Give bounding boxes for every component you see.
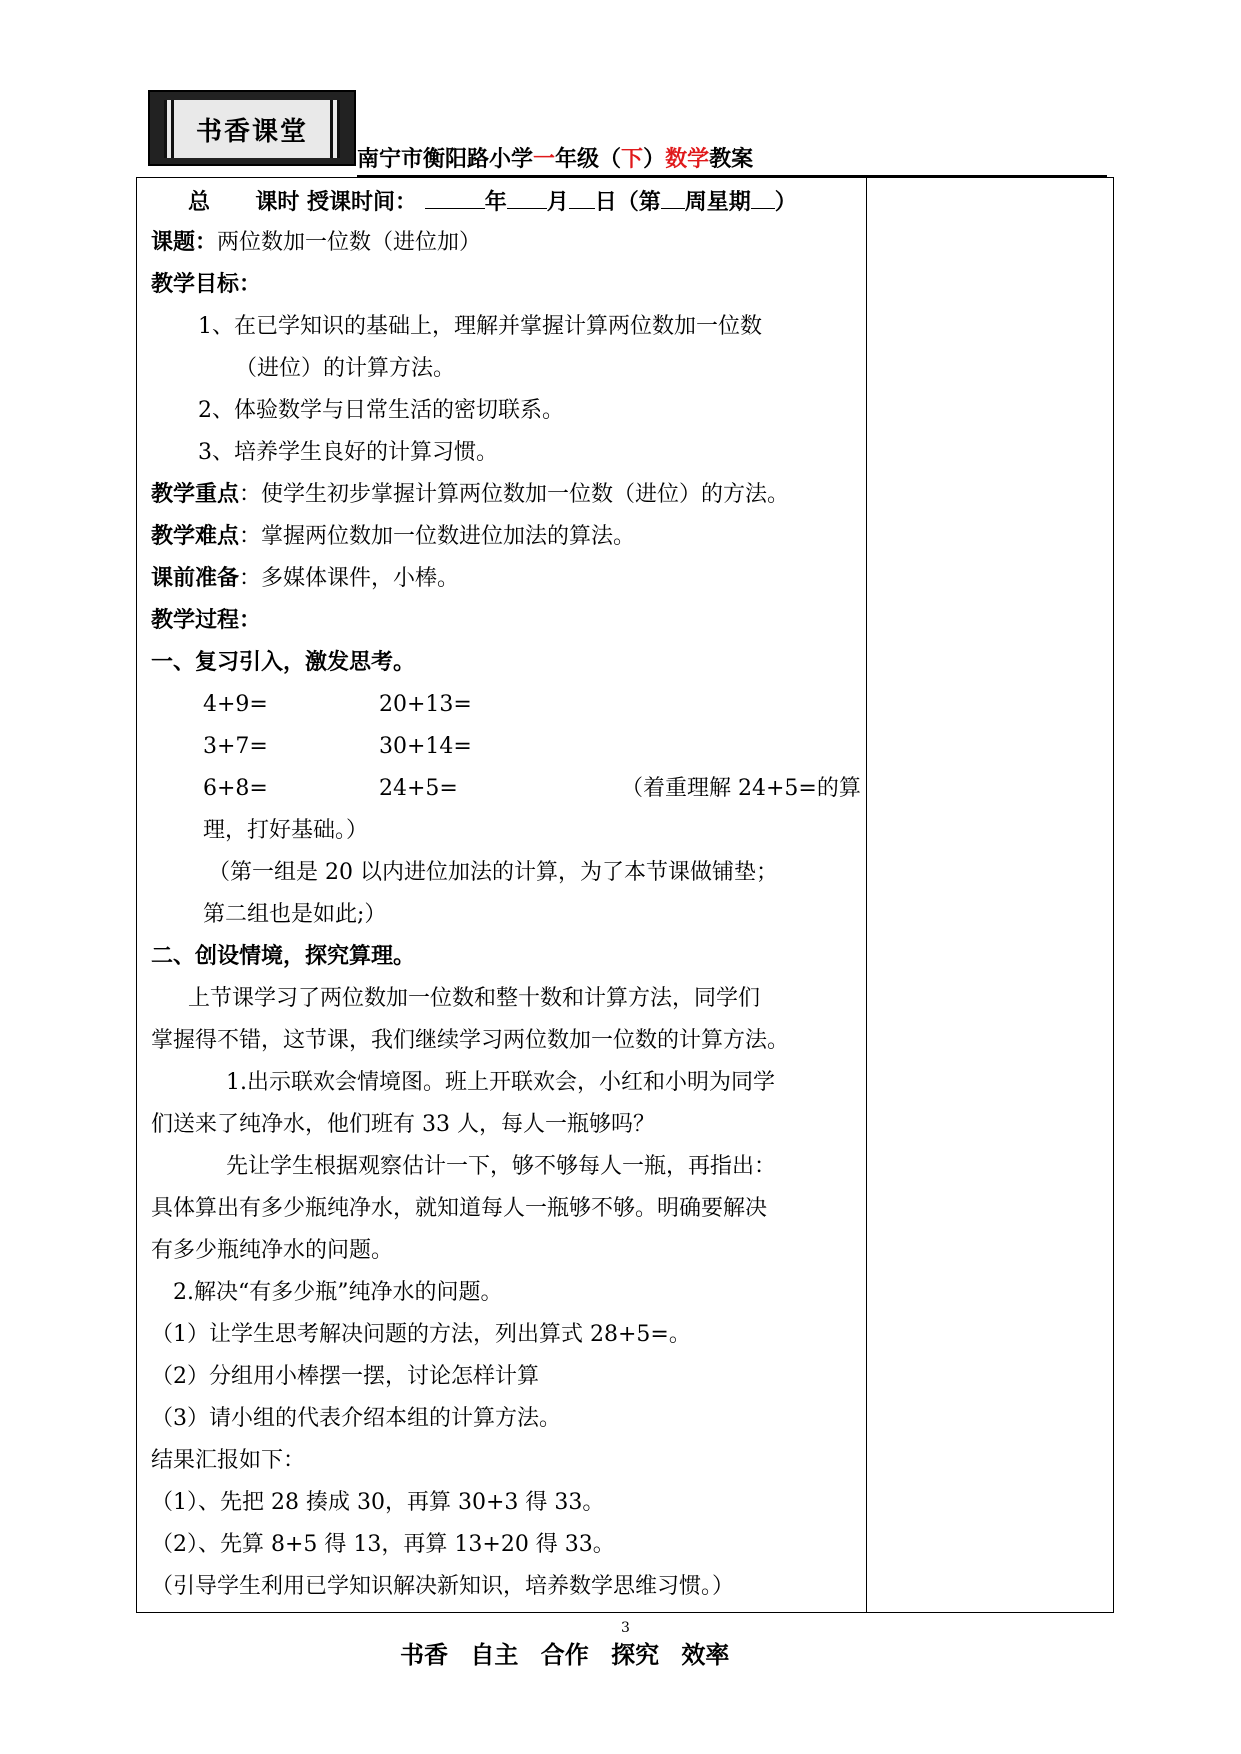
difficulty-text: ：掌握两位数加一位数进位加法的算法。 xyxy=(239,524,636,549)
equation-3a: 6+8= xyxy=(203,776,268,801)
time-label: 课时 授课时间： xyxy=(255,190,418,215)
section-2-heading: 二、创设情境，探究算理。 xyxy=(151,944,416,969)
section-1-heading: 一、复习引入，激发思考。 xyxy=(151,650,416,675)
equation-2a: 3+7= xyxy=(203,734,268,759)
paragraph-4: 2.解决“有多少瓶”纯净水的问题。 xyxy=(173,1280,503,1305)
step-3: （3）请小组的代表介绍本组的计算方法。 xyxy=(151,1406,561,1431)
title-grade: 年级（ xyxy=(555,147,622,172)
goals-heading: 教学目标： xyxy=(151,272,262,297)
difficulty-label: 教学难点 xyxy=(151,524,240,549)
result-1: （1）、先把 28 揍成 30，再算 30+3 得 33。 xyxy=(151,1490,605,1515)
difficulty-line xyxy=(151,522,635,552)
title-grade-number: 一 xyxy=(533,147,556,172)
topic-label: 课题： xyxy=(151,230,218,255)
year-label: 年 xyxy=(484,190,507,215)
year-blank xyxy=(425,186,485,209)
weekday-label: 周星期 xyxy=(684,190,751,215)
equation-1b: 20+13= xyxy=(379,692,472,717)
paragraph-3a: 先让学生根据观察估计一下，够不够每人一瓶，再指出： xyxy=(226,1154,777,1179)
goal-2: 2、体验数学与日常生活的密切联系。 xyxy=(198,398,564,423)
preparation-text: ：多媒体课件，小棒。 xyxy=(239,566,460,591)
week-blank xyxy=(661,186,685,209)
equation-note-cont: 理，打好基础。） xyxy=(203,818,369,843)
preparation-line xyxy=(151,564,459,594)
weekday-blank xyxy=(751,186,775,209)
title-paren: ） xyxy=(643,147,666,172)
column-divider xyxy=(866,178,867,1612)
logo-scroll xyxy=(164,100,340,158)
equation-2b: 30+14= xyxy=(379,734,472,759)
paragraph-1a: 上节课学习了两位数加一位数和整十数和计算方法，同学们 xyxy=(188,986,761,1011)
group-note-1: （第一组是 20 以内进位加法的计算，为了本节课做铺垫； xyxy=(208,860,778,885)
result-2: （2）、先算 8+5 得 13，再算 13+20 得 33。 xyxy=(151,1532,615,1557)
equation-note: （着重理解 24+5=的算 xyxy=(621,776,861,801)
paragraph-3c: 有多少瓶纯净水的问题。 xyxy=(151,1238,394,1263)
paragraph-1b: 掌握得不错，这节课，我们继续学习两位数加一位数的计算方法。 xyxy=(151,1028,790,1053)
title-subject: 数学 xyxy=(665,147,710,172)
close-paren: ） xyxy=(774,190,797,215)
preparation-label: 课前准备 xyxy=(151,566,240,591)
topic-line xyxy=(151,228,481,258)
process-heading: 教学过程： xyxy=(151,608,262,633)
key-point-text: ：使学生初步掌握计算两位数加一位数（进位）的方法。 xyxy=(239,482,790,507)
equation-3b: 24+5= xyxy=(379,776,458,801)
topic-text: 两位数加一位数（进位加） xyxy=(217,230,482,255)
title-doc-type: 教案 xyxy=(709,147,754,172)
step-2: （2）分组用小棒摆一摆，讨论怎样计算 xyxy=(151,1364,539,1389)
page-number: 3 xyxy=(621,1620,630,1636)
logo-text: 书香课堂 xyxy=(195,116,308,147)
total-label: 总 xyxy=(188,190,211,215)
paragraph-2b: 们送来了纯净水，他们班有 33 人，每人一瓶够吗？ xyxy=(151,1112,655,1137)
title-school: 南宁市衡阳路小学 xyxy=(357,147,534,172)
goal-1: 1、在已学知识的基础上，理解并掌握计算两位数加一位数 xyxy=(198,314,762,339)
result-heading: 结果汇报如下： xyxy=(151,1448,306,1473)
lesson-table xyxy=(136,177,1114,1613)
group-note-2: 第二组也是如此;） xyxy=(203,902,387,927)
paragraph-2a: 1.出示联欢会情境图。班上开联欢会，小红和小明为同学 xyxy=(226,1070,775,1095)
month-blank xyxy=(507,186,547,209)
key-point-line xyxy=(151,480,789,510)
paragraph-3b: 具体算出有多少瓶纯净水，就知道每人一瓶够不够。明确要解决 xyxy=(151,1196,768,1221)
day-blank xyxy=(569,186,595,209)
key-point-label: 教学重点 xyxy=(151,482,240,507)
schedule-line xyxy=(188,186,797,218)
result-3: （引导学生利用已学知识解决新知识，培养数学思维习惯。） xyxy=(151,1574,735,1599)
month-label: 月 xyxy=(546,190,569,215)
document-title xyxy=(357,142,753,173)
school-logo xyxy=(148,90,356,166)
title-term: 下 xyxy=(621,147,644,172)
step-1: （1）让学生思考解决问题的方法，列出算式 28+5=。 xyxy=(151,1322,691,1347)
footer-motto: 书香 自主 合作 探究 效率 xyxy=(400,1641,730,1669)
day-label: 日（第 xyxy=(594,190,661,215)
equation-1a: 4+9= xyxy=(203,692,268,717)
goal-1-cont: （进位）的计算方法。 xyxy=(235,356,456,381)
goal-3: 3、培养学生良好的计算习惯。 xyxy=(198,440,498,465)
